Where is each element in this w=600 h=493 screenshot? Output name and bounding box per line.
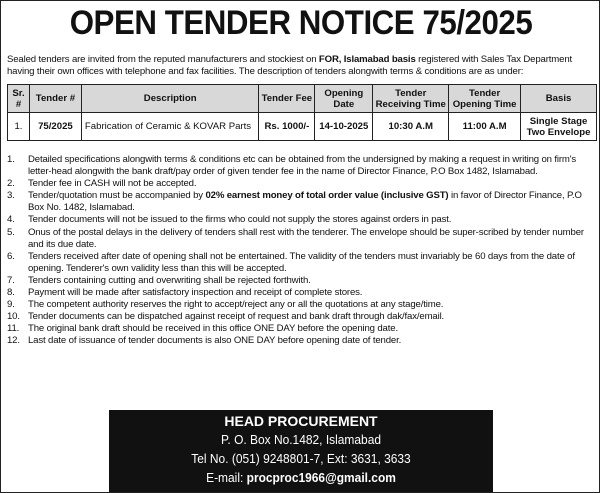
list-item — [7, 154, 597, 178]
term-number: 5. — [7, 226, 15, 238]
list-item — [7, 178, 597, 190]
list-item — [7, 251, 597, 275]
contact-footer — [109, 410, 493, 493]
term-text: Onus of the postal delays in the delivery of tenders shall rest with the tenderer. The envelope should be super-scribed by tender number and its due date. — [28, 226, 584, 250]
cell-opening-time: 11:00 A.M — [449, 113, 521, 141]
tender-table — [7, 84, 597, 141]
term-number: 8. — [7, 287, 15, 299]
term-number: 10. — [7, 311, 20, 323]
term-number: 3. — [7, 190, 15, 202]
header-receiving-time: Tender Receiving Time — [373, 85, 449, 113]
list-item — [7, 299, 597, 311]
term-number: 11. — [7, 323, 20, 335]
term-text: The original bank draft should be received in this office ONE DAY before the opening date. — [28, 323, 398, 335]
table-header-row — [8, 85, 597, 113]
list-item — [7, 335, 597, 347]
term-text: Tender documents can be dispatched against receipt of request and bank draft through dak/fax/email. — [28, 311, 445, 323]
terms-list — [7, 154, 597, 348]
header-fee: Tender Fee — [259, 85, 315, 113]
term-text: The competent authority reserves the right to accept/reject any or all the quotations at any stage/time. — [28, 299, 444, 311]
list-item — [7, 214, 597, 226]
term-number: 6. — [7, 250, 15, 262]
list-item — [7, 311, 597, 323]
term-text-end: in favor of Director Finance, P.O Box No. 1482, Islamabad. — [28, 190, 582, 214]
list-item — [7, 227, 597, 251]
term-text: Tender documents will not be issued to the firms who could not supply the stores against orders in past. — [28, 214, 452, 226]
header-opening-date: Opening Date — [315, 85, 373, 113]
basis-line-1: Single Stage — [529, 115, 588, 127]
cell-receiving-time: 10:30 A.M — [373, 113, 449, 141]
term-text-start: Tender/quotation must be accompanied by — [28, 190, 206, 202]
header-description: Description — [81, 85, 259, 113]
notice-title: OPEN TENDER NOTICE 75/2025 — [69, 4, 533, 42]
term-text: Tender fee in CASH will not be accepted. — [28, 178, 197, 190]
footer-title: HEAD PROCUREMENT — [224, 413, 378, 429]
basis-line-2: Two Envelope — [526, 126, 591, 138]
term-number: 2. — [7, 178, 15, 190]
term-number: 9. — [7, 299, 15, 311]
cell-basis — [521, 113, 597, 141]
term-text — [28, 190, 597, 214]
footer-email-line — [124, 468, 477, 487]
cell-tender: 75/2025 — [29, 113, 81, 141]
header-sr: Sr. # — [8, 85, 30, 113]
list-item — [7, 323, 597, 335]
term-text-bold: 02% earnest money of total order value (inclusive GST) — [205, 190, 449, 202]
cell-fee: Rs. 1000/- — [259, 113, 315, 141]
email-label: E-mail: — [206, 470, 247, 485]
intro-text-end: registered with Sales Tax Department having their own offices with telephone and fax facilities. The description of tenders alongwith terms & conditions are as under: — [7, 54, 573, 77]
term-number: 7. — [7, 274, 15, 286]
cell-opening-date: 14-10-2025 — [315, 113, 373, 141]
term-text: Tenders containing cutting and overwriting shall be rejected forthwith. — [28, 274, 311, 286]
cell-description: Fabrication of Ceramic & KOVAR Parts — [81, 113, 259, 141]
list-item — [7, 287, 597, 299]
term-number: 12. — [7, 335, 20, 347]
email-address: procproc1966@gmail.com — [246, 470, 396, 485]
intro-basis-bold: FOR, Islamabad basis — [318, 54, 416, 65]
intro-paragraph — [7, 54, 597, 78]
header-basis: Basis — [521, 85, 597, 113]
list-item — [7, 190, 597, 214]
term-text: Tenders received after date of opening shall not be entertained. The validity of the tenders must invariably be 60 days from the date of opening. Tenderer's own validity less than this will be accepted. — [28, 250, 575, 274]
intro-text-start: Sealed tenders are invited from the reputed manufacturers and stockiest on — [7, 54, 319, 65]
footer-phone: Tel No. (051) 9248801-7, Ext: 3631, 3633 — [191, 451, 411, 466]
table-row — [8, 113, 597, 141]
term-text: Detailed specifications alongwith terms & conditions etc can be obtained from the undersigned by making a request in writing on firm's letter-head alongwith the bank draft/pay order of given tender fee in the name of Director Finance, P.O Box 1482, Islamabad. — [28, 154, 577, 178]
term-number: 4. — [7, 214, 15, 226]
cell-sr: 1. — [8, 113, 30, 141]
term-text: Payment will be made after satisfactory inspection and receipt of complete stores. — [28, 287, 363, 299]
header-tender: Tender # — [29, 85, 81, 113]
term-text: Last date of issuance of tender documents is also ONE DAY before opening date of tender. — [28, 335, 402, 347]
footer-address: P. O. Box No.1482, Islamabad — [220, 432, 381, 447]
list-item — [7, 275, 597, 287]
term-number: 1. — [7, 154, 15, 165]
header-opening-time: Tender Opening Time — [449, 85, 521, 113]
